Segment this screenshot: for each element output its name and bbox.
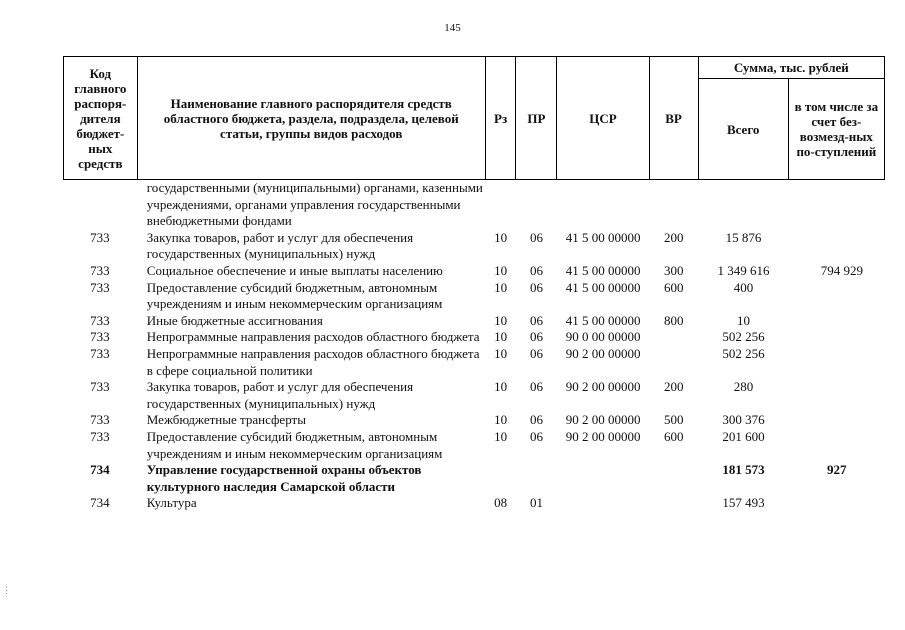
row-description: Межбюджетные трансферты (146, 412, 306, 428)
row-csr: 90 2 00 00000 (565, 379, 641, 395)
row-csr: 41 5 00 00000 (565, 262, 641, 278)
row-code: 733 (90, 379, 110, 395)
row-total: 280 (733, 379, 754, 395)
table-row (63, 495, 885, 512)
row-description: государственными (муниципальными) органами, казенными учреждениями, органами управления государственными внебюджетными фондами (146, 180, 483, 229)
row-vr (649, 495, 698, 512)
row-total (698, 180, 788, 230)
row-rz (485, 462, 516, 495)
row-pr: 06 (529, 312, 543, 328)
row-description: Предоставление субсидий бюджетным, автономным учреждениям и иным некоммерческим организациям (146, 279, 443, 312)
row-code: 733 (90, 312, 110, 328)
row-description: Культура (146, 495, 197, 511)
row-free (789, 495, 885, 512)
row-free (789, 346, 885, 379)
table-body (63, 180, 885, 512)
table-row (63, 280, 885, 313)
row-code: 733 (90, 262, 110, 278)
row-code: 733 (90, 329, 110, 345)
row-vr: 200 (664, 379, 684, 395)
header-sum-group: Сумма, тыс. рублей (698, 57, 884, 79)
table-row (63, 329, 885, 346)
row-vr (649, 180, 698, 230)
row-code (63, 180, 137, 230)
row-total: 400 (733, 279, 754, 295)
row-code: 733 (90, 345, 110, 361)
row-csr: 41 5 00 00000 (565, 279, 641, 295)
header-pr: ПР (516, 57, 557, 180)
row-vr (649, 329, 698, 346)
row-csr (557, 180, 649, 230)
rows-body (63, 180, 885, 512)
row-total: 1 349 616 (717, 262, 770, 278)
table-row (63, 462, 885, 495)
row-free (789, 180, 885, 230)
row-vr (649, 346, 698, 379)
row-free (789, 329, 885, 346)
row-free (789, 280, 885, 313)
table-row (63, 230, 885, 263)
row-pr: 06 (529, 379, 543, 395)
row-description: Иные бюджетные ассигнования (146, 312, 323, 328)
row-csr: 90 2 00 00000 (565, 428, 641, 444)
table-row (63, 412, 885, 429)
row-free: 794 929 (820, 262, 863, 278)
row-csr (557, 462, 649, 495)
row-description: Закупка товаров, работ и услуг для обеспечения государственных (муниципальных) нужд (146, 379, 414, 411)
table-row (63, 180, 885, 230)
row-csr: 90 0 00 00000 (565, 329, 641, 345)
row-rz: 10 (494, 412, 508, 428)
row-description: Социальное обеспечение и иные выплаты населению (146, 262, 443, 278)
header-vr: ВР (649, 57, 698, 180)
row-description: Непрограммные направления расходов областного бюджета в сфере социальной политики (146, 345, 480, 378)
row-total: 181 573 (722, 462, 765, 478)
row-pr: 06 (529, 329, 543, 345)
row-rz: 10 (494, 262, 508, 278)
row-rz: 08 (494, 495, 508, 511)
row-description: Непрограммные направления расходов областного бюджета (146, 329, 480, 345)
scan-artifact: ⋮ (2, 585, 11, 595)
row-rz: 10 (494, 428, 508, 444)
header-csr: ЦСР (557, 57, 649, 180)
row-vr: 800 (664, 312, 684, 328)
row-rz (485, 180, 516, 230)
row-pr: 06 (529, 279, 543, 295)
row-code: 733 (90, 428, 110, 444)
header-rz: Рз (485, 57, 516, 180)
row-pr: 06 (529, 229, 543, 245)
row-total: 157 493 (722, 495, 765, 511)
row-pr (516, 180, 557, 230)
row-code: 733 (90, 279, 110, 295)
row-description: Управление государственной охраны объектов культурного наследия Самарской области (146, 462, 422, 494)
header-incl-free: в том числе за счет без-возмезд-ных по-ступлений (788, 79, 884, 180)
row-vr: 500 (664, 412, 684, 428)
table-row (63, 346, 885, 379)
row-code: 733 (90, 229, 110, 245)
row-rz: 10 (494, 229, 508, 245)
header-code: Код главного распоря-дителя бюджет-ных средств (64, 57, 138, 180)
row-total: 502 256 (722, 345, 765, 361)
row-vr (649, 462, 698, 495)
row-rz: 10 (494, 312, 508, 328)
row-csr: 90 2 00 00000 (565, 412, 641, 428)
page-number: 145 (444, 22, 461, 34)
table-header (63, 56, 885, 180)
row-rz: 10 (494, 379, 508, 395)
row-code: 733 (90, 412, 110, 428)
row-vr: 300 (664, 262, 684, 278)
row-rz: 10 (494, 279, 508, 295)
row-free (789, 379, 885, 412)
row-total: 502 256 (722, 329, 765, 345)
table-row (63, 313, 885, 330)
row-total: 15 876 (725, 229, 762, 245)
row-csr: 90 2 00 00000 (565, 345, 641, 361)
row-total: 300 376 (722, 412, 765, 428)
row-pr: 06 (529, 412, 543, 428)
row-code: 734 (90, 495, 110, 511)
row-free: 927 (827, 462, 847, 478)
row-vr: 200 (664, 229, 684, 245)
row-pr: 06 (529, 428, 543, 444)
row-description: Закупка товаров, работ и услуг для обеспечения государственных (муниципальных) нужд (146, 229, 414, 262)
row-csr: 41 5 00 00000 (565, 312, 641, 328)
row-total: 10 (736, 312, 750, 328)
row-rz: 10 (494, 345, 508, 361)
row-free (789, 313, 885, 330)
row-csr: 41 5 00 00000 (565, 229, 641, 245)
row-csr (557, 495, 649, 512)
row-rz: 10 (494, 329, 508, 345)
row-free (789, 412, 885, 429)
row-vr: 600 (664, 428, 684, 444)
table-row (63, 429, 885, 462)
header-total: Всего (698, 79, 788, 180)
row-free (789, 429, 885, 462)
row-vr: 600 (664, 279, 684, 295)
row-pr: 06 (529, 345, 543, 361)
row-free (789, 230, 885, 263)
row-pr: 06 (529, 262, 543, 278)
row-pr (516, 462, 557, 495)
table-row (63, 263, 885, 280)
row-pr: 01 (529, 495, 543, 511)
row-description: Предоставление субсидий бюджетным, автономным учреждениям и иным некоммерческим организациям (146, 428, 443, 461)
header-name: Наименование главного распорядителя средств областного бюджета, раздела, подраздела, целевой статьи, группы видов расходов (137, 57, 485, 180)
row-total: 201 600 (722, 428, 765, 444)
row-code: 734 (90, 462, 110, 478)
table-row (63, 379, 885, 412)
